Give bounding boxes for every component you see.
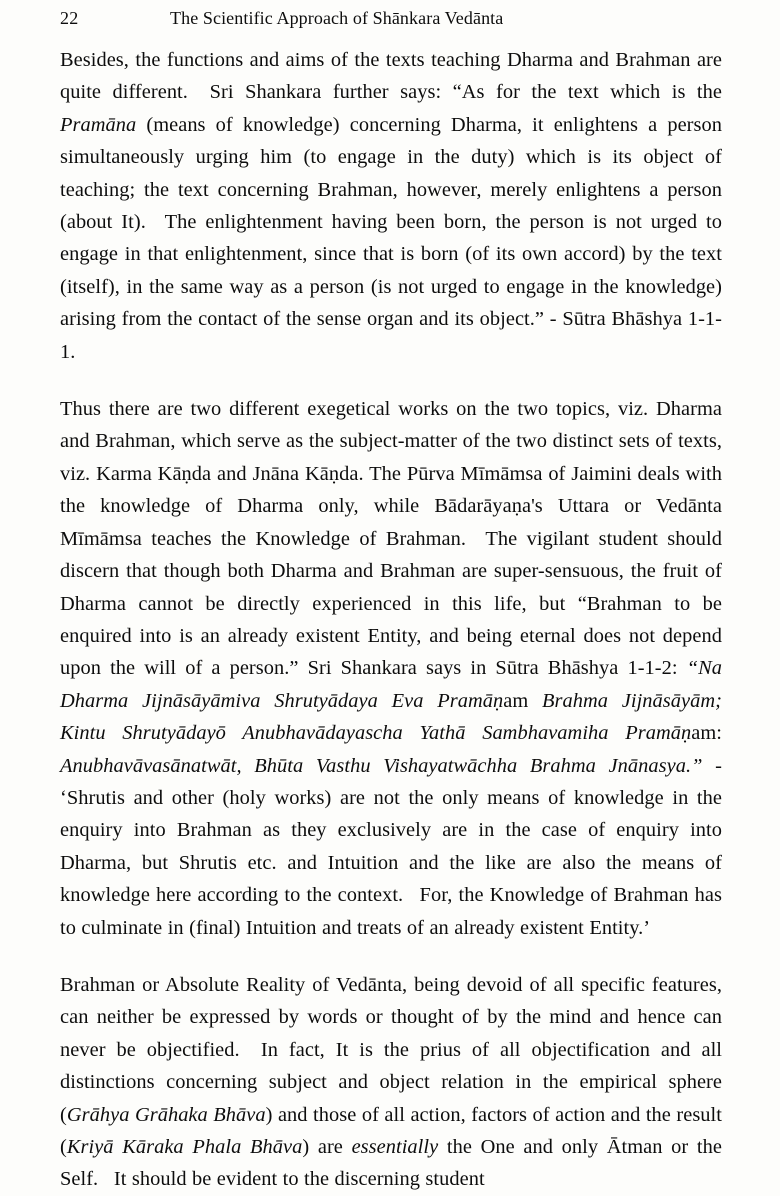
paragraph [60,969,722,1196]
italic-run: Brahma Jijnāsāyām; Kintu Shrutyādayō Anubhavādayascha Yathā Sambhavamiha Pramāṇ [60,689,722,745]
roman-run: ) and those of all action, factors of action and the result ( [60,1103,722,1158]
running-title: The Scientific Approach of Shānkara Vedānta [170,8,504,28]
italic-run: essentially [351,1136,439,1158]
italic-run: Grāhya Grāhaka Bhāva [66,1103,266,1126]
roman-run: the One and only Ātman or the Self. It should be evident to the discerning student [60,1136,722,1191]
running-head [60,8,720,34]
italic-run: Anubhavāvasānatwāt, Bhūta Vasthu Vishayatwāchha Brahma Jnānasya.” [60,754,703,777]
roman-run: (means of knowledge) concerning Dharma, it enlightens a person simultaneously urging him (to engage in the duty) which is its object of teaching; the text concerning Brahman, however, merely enlightens a person (about It). The enlightenment having been born, the person is not urged to engage in that enlightenment, since that is born (of its own accord) by the text (itself), in the same way as a person (is not urged to engage in the knowledge) arising from the contact of the sense organ and its object.” - Sūtra Bhāshya 1-1-1. [60,113,722,363]
roman-run: Besides, the functions and aims of the texts teaching Dharma and Brahman are quite different. Sri Shankara further says: “As for the text which is the [60,49,722,104]
roman-run: am: [691,722,722,745]
roman-run: Thus there are two different exegetical works on the two topics, viz. Dharma and Brahman, which serve as the subject-matter of the two distinct sets of texts, viz. Karma Kāṇda and Jnāna Kāṇda. The Pūrva Mīmāmsa of Jaimini deals with the knowledge of Dharma only, while Bādarāyaṇa's Uttara or Vedānta Mīmāmsa teaches the Knowledge of Brahman. The vigilant student should discern that though both Dharma and Brahman are super-sensuous, the fruit of Dharma cannot be directly experienced in this life, but “Brahman to be enquired into is an already existent Entity, and being eternal does not depend upon the will of a person.” Sri Shankara says in Sūtra Bhāshya 1-1-2: [60,398,722,680]
italic-run: Kriyā Kāraka Phala Bhāva [66,1136,303,1158]
italic-run: “Na Dharma Jijnāsāyāmiva Shrutyādaya Eva Pramāṇ [60,657,722,712]
paragraph [60,393,722,944]
italic-run: Pramāna [60,113,137,136]
roman-run: am [503,689,529,712]
page-number: 22 [60,8,79,28]
paragraph [60,44,722,368]
roman-run: Brahman or Absolute Reality of Vedānta, being devoid of all specific features, can neither be expressed by words or thought of by the mind and hence can never be objectified. In fact, It is the prius of all objectification and all distinctions concerning subject and object relation in the empirical sphere ( [60,973,722,1126]
roman-run: ) are [302,1136,352,1158]
body-text-column [60,44,722,1196]
roman-run: - ‘Shrutis and other (holy works) are not the only means of knowledge in the enquiry into Brahman as they exclusively are in the case of enquiry into Dharma, but Shrutis etc. and Intuition and the like are also the means of knowledge here according to the context. For, the Knowledge of Brahman has to culminate in (final) Intuition and treats of an already existent Entity.’ [60,754,723,939]
